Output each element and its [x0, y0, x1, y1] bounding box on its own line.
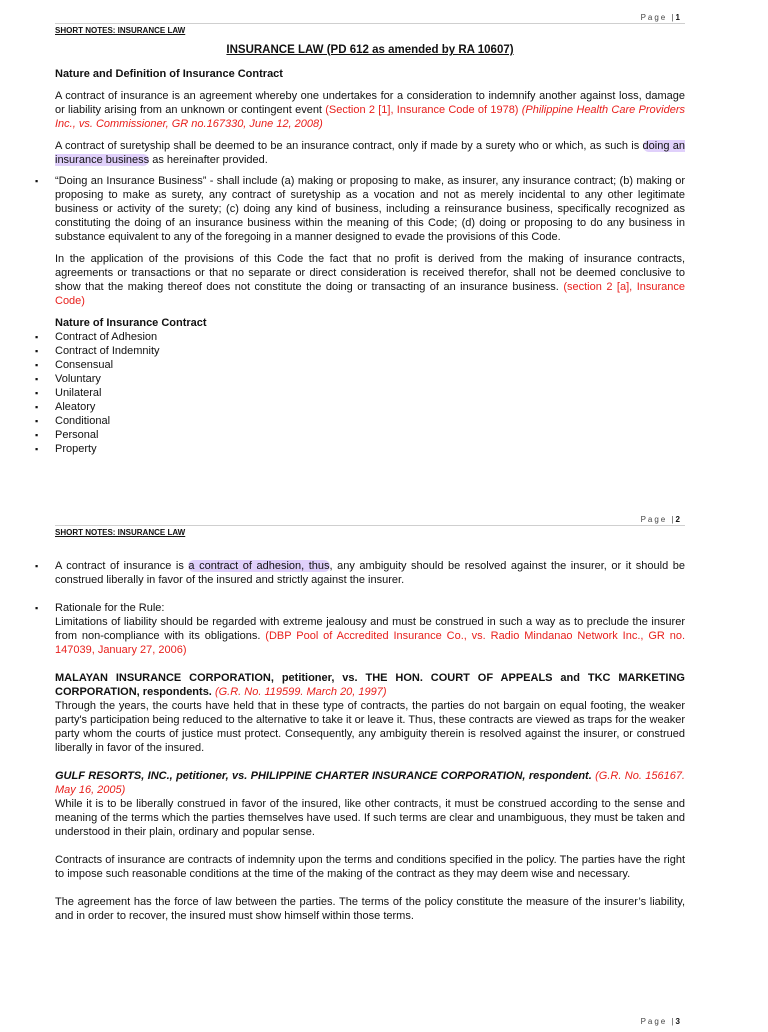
running-header: SHORT NOTES: INSURANCE LAW: [55, 26, 186, 35]
nature-item: ▪ Voluntary: [55, 372, 685, 386]
page-number: Page |1: [640, 13, 680, 22]
nature-item: ▪ Contract of Indemnity: [55, 344, 685, 358]
nature-item: ▪ Consensual: [55, 358, 685, 372]
highlighted-text: doing an insurance business: [55, 140, 685, 166]
page-1-body: [55, 43, 685, 456]
definition-paragraph: A contract of insurance is an agreement whereby one undertakes for a consideration to indemnify another against loss, damage or liability arising from an unknown or contingent event (Section 2 [1], Insurance Code of 1978) (Philippine Health Care Providers Inc., vs. Commissioner, GR no.167330, June 12, 2008): [55, 90, 685, 130]
suretyship-paragraph: A contract of suretyship shall be deemed to be an insurance contract, only if made by a surety who or which, as such is doing an insurance business as hereinafter provided.: [55, 140, 685, 166]
case-gulf: GULF RESORTS, INC., petitioner, vs. PHILIPPINE CHARTER INSURANCE CORPORATION, respondent. (G.R. No. 156167. May 16, 2005): [55, 770, 685, 796]
nature-item: ▪ Conditional: [55, 414, 685, 428]
page-number: Page |3: [640, 1017, 680, 1026]
page-number: Page |2: [640, 515, 680, 524]
nature-item: ▪ Property: [55, 442, 685, 456]
nature-list: [55, 330, 685, 456]
section-heading: Nature and Definition of Insurance Contract: [55, 68, 283, 80]
indemnity-paragraph: Contracts of insurance are contracts of indemnity upon the terms and conditions specified in the policy. The parties have the right to impose such reasonable conditions at the time of the making of the contract as they may deem wise and necessary.: [55, 854, 685, 880]
running-header: SHORT NOTES: INSURANCE LAW: [55, 528, 186, 537]
nature-item: ▪ Personal: [55, 428, 685, 442]
case-malayan-text: Through the years, the courts have held that in these type of contracts, the parties do not bargain on equal footing, the weaker party's participation being reduced to the alternative to take it or leave it. Thus, these contracts are viewed as traps for the weaker party whom the courts of justice must protect. Consequently, any ambiguity therein is resolved against the insurer, or construed liberally in favor of the insured.: [55, 700, 685, 754]
doing-business-list: [55, 174, 685, 244]
document-page-3: [0, 1012, 768, 1032]
document-page-2: [0, 510, 768, 1010]
list-item: ▪ A contract of insurance is a contract of adhesion, thus, any ambiguity should be resolved against the insurer, or it should be construed liberally in favor of the insured and strictly against the insurer.: [55, 559, 685, 587]
case-gulf-text: While it is to be liberally construed in favor of the insured, like other contracts, it must be construed according to the sense and meaning of the terms which the parties themselves have used. If such terms are clear and unambiguous, they must be taken and understood in their plain, ordinary and popular sense.: [55, 798, 685, 838]
nature-heading: Nature of Insurance Contract: [55, 317, 207, 329]
page-2-body: [55, 559, 685, 923]
list-item: ▪ Rationale for the Rule: Limitations of liability should be regarded with extreme jealousy and must be construed in such a way as to preclude the insurer from non-compliance with its obligations. (DBP Pool of Accredited Insurance Co., vs. Radio Mindanao Network Inc., GR no. 147039, January 27, 2006): [55, 601, 685, 657]
nature-item: ▪ Aleatory: [55, 400, 685, 414]
header-divider: [55, 525, 685, 526]
profit-paragraph: In the application of the provisions of this Code the fact that no profit is derived from the making of insurance contracts, agreements or transactions or that no separate or direct consideration is received therefor, shall not be deemed conclusive to show that the making thereof does not constitute the doing or transacting of an insurance business. (section 2 [a], Insurance Code): [55, 253, 685, 307]
case-malayan: MALAYAN INSURANCE CORPORATION, petitioner, vs. THE HON. COURT OF APPEALS and TKC MARKETING CORPORATION, respondents. (G.R. No. 119599. March 20, 1997): [55, 672, 685, 698]
document-title: INSURANCE LAW (PD 612 as amended by RA 10607): [226, 44, 514, 56]
adhesion-list: [55, 559, 685, 657]
list-item: ▪ “Doing an Insurance Business” - shall include (a) making or proposing to make, as insurer, any insurance contract; (b) making or proposing to make as surety, any contract of suretyship as a vocation and not as merely incidental to any other legitimate business or activity of the surety; (c) doing any kind of business, including a reinsurance business, specifically recognized as constituting the doing of an insurance business within the meaning of this Code; (d) doing or proposing to do any business in substance equivalent to any of the foregoing in a manner designed to evade the provisions of this Code.: [55, 174, 685, 244]
document-page-1: [0, 0, 768, 505]
nature-item: ▪ Unilateral: [55, 386, 685, 400]
agreement-paragraph: The agreement has the force of law between the parties. The terms of the policy constitute the measure of the insurer’s liability, and in order to recover, the insured must show himself within those terms.: [55, 896, 685, 922]
highlighted-text: a contract of adhesion, thus: [188, 560, 330, 572]
header-divider: [55, 23, 685, 24]
nature-item: ▪ Contract of Adhesion: [55, 330, 685, 344]
